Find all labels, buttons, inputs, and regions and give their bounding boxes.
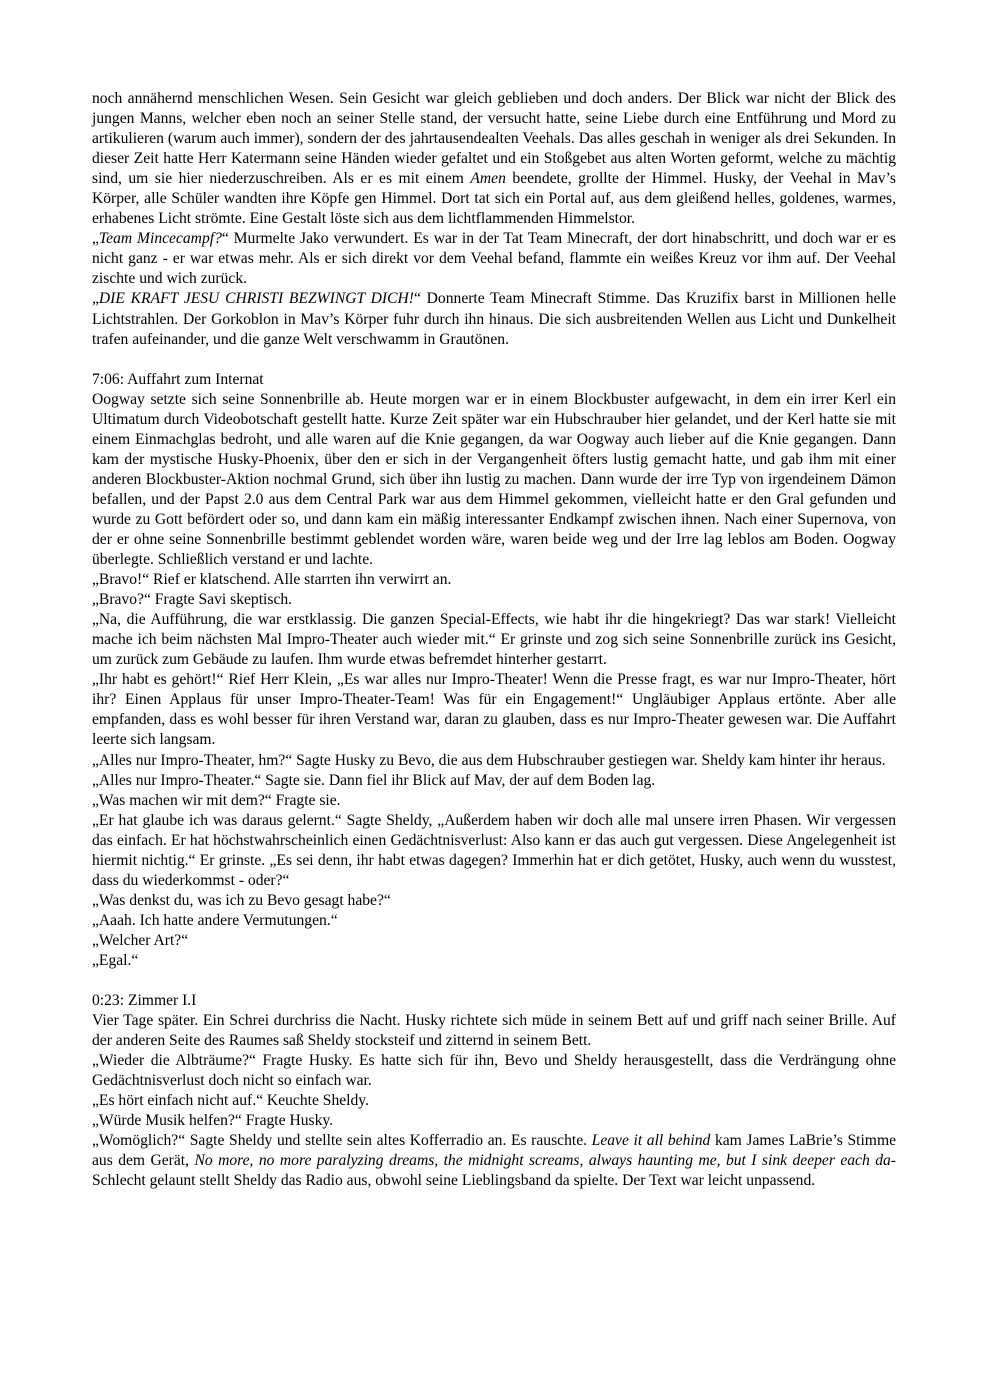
paragraph: Oogway setzte sich seine Sonnenbrille ab. Heute morgen war er in einem Blockbuster aufgewacht, in dem ein irrer Kerl ein Ultimatum durch Videobotschaft gestellt hatte. Kurze Zeit später war ein Hubschrauber hier gelandet, und der Kerl hatte sie mit einem Einmachglas bedroht, und alle waren auf die Knie gegangen, da war Oogway auch lieber auf die Knie gegangen. Dann kam der mystische Husky-Phoenix, über den er sich in der Vergangenheit öfters lustig gemacht hatte, und gab ihm mit einer anderen Blockbuster-Aktion nochmal Grund, sich über ihn lustig zu machen. Dann wurde der irre Typ von irgendeinem Dämon befallen, und der Papst 2.0 aus dem Central Park war aus dem Himmel gekommen, vielleicht hatte er den Gral gefunden und wurde zu Gott befördert oder so, und dann kam ein mäßig interessanter Endkampf zwischen ihnen. Nach einer Supernova, von der er ohne seine Sonnenbrille bestimmt geblendet worden wäre, waren beide weg und der Irre lag leblos am Boden. Oogway überlegte. Schließlich verstand er und lachte.	[92, 390, 896, 569]
paragraph: „Ihr habt es gehört!“ Rief Herr Klein, „Es war alles nur Impro-Theater! Wenn die Presse fragt, es war nur Impro-Theater, hört ihr? Einen Applaus für unser Impro-Theater-Team! Was für ein Engagement!“ Ungläubiger Applaus ertönte. Aber alle empfanden, dass es wohl besser für ihren Verstand war, daran zu glauben, dass es nur Impro-Theater gewesen war. Die Auffahrt leerte sich langsam.	[92, 671, 896, 749]
text-run: noch annähernd menschlichen Wesen. Sein Gesicht war gleich geblieben und doch anders. Der Blick war nicht der Blick des jungen Manns, welcher eben noch an seiner Stelle stand, der versucht hatte, seine Liebe durch eine Entführung und Mord zu artikulieren (warum auch immer), sondern der des jahrtausendealten Veehals. Das alles geschah in weniger als drei Sekunden. In dieser Zeit hatte Herr Katermann seine Händen wieder gefaltet und ein Stoßgebet aus alten Worten geformt, welche zu mächtig sind, um sie hier niederzuschreiben. Als er es mit einem	[92, 90, 896, 188]
paragraph	[92, 89, 896, 229]
italic-text: Team Mincecampf?	[98, 230, 222, 248]
text-run: Schlecht gelaunt stellt Sheldy das Radio aus, obwohl seine Lieblingsband da spielte. Der Text war leicht unpassend.	[92, 1172, 816, 1190]
document-page	[92, 89, 896, 1191]
text-run: kam James LaBrie’s Stimme aus dem Gerät,	[92, 1132, 896, 1170]
paragraph: „Na, die Aufführung, die war erstklassig. Die ganzen Special-Effects, wie habt ihr die hingekriegt? Das war stark! Vielleicht mache ich beim nächsten Mal Impro-Theater auch wieder mit.“ Er grinste und zog sich seine Sonnenbrille zurück ins Gesicht, um zurück zum Gebäude zu laufen. Ihm wurde etwas befremdet hinterher gestarrt.	[92, 611, 896, 669]
section-spacer	[92, 971, 896, 991]
paragraph: „Was denkst du, was ich zu Bevo gesagt habe?“	[92, 891, 391, 909]
paragraph	[92, 1131, 896, 1191]
text-run: “ Donnerte Team Minecraft Stimme. Das Kruzifix barst in Millionen helle Lichtstrahlen. Der Gorkoblon in Mav’s Körper fuhr durch ihn hinaus. Die sich ausbreitenden Wellen aus Licht und Dunkelheit trafen aufeinander, und die ganze Welt verschwamm in Grautönen.	[92, 290, 897, 348]
paragraph: „Wieder die Albträume?“ Fragte Husky. Es hatte sich für ihn, Bevo und Sheldy herausgestellt, dass die Verdrängung ohne Gedächtnisverlust doch nicht so einfach war.	[92, 1052, 896, 1090]
paragraph: „Bravo!“ Rief er klatschend. Alle starrten ihn verwirrt an.	[92, 571, 452, 589]
paragraph: „Würde Musik helfen?“ Fragte Husky.	[92, 1112, 334, 1130]
italic-text: Leave it all behind	[591, 1132, 711, 1150]
paragraph: Vier Tage später. Ein Schrei durchriss die Nacht. Husky richtete sich müde in seinem Bett auf und griff nach seiner Brille. Auf der anderen Seite des Raumes saß Sheldy stocksteif und zitternd in seinem Bett.	[92, 1012, 896, 1050]
paragraph: „Bravo?“ Fragte Savi skeptisch.	[92, 591, 293, 609]
paragraph: „Er hat glaube ich was daraus gelernt.“ Sagte Sheldy, „Außerdem haben wir doch alle mal unsere irren Phasen. Wir vergessen das einfach. Er hat höchstwahrscheinlich einen Gedächtnisverlust: Also kann er das auch gut vergessen. Diese Angelegenheit ist hiermit nichtig.“ Er grinste. „Es sei denn, ihr habt etwas dagegen? Immerhin hat er dich getötet, Husky, auch wenn du wusstest, dass du wiederkommst - oder?“	[92, 811, 896, 889]
text-run: “ Murmelte Jako verwundert. Es war in der Tat Team Minecraft, der dort hinabschritt, und doch war er es nicht ganz - er war etwas mehr. Als er sich direkt vor dem Veehal befand, flammte ein weißes Kreuz vor ihm auf. Der Veehal zischte und wich zurück.	[92, 230, 896, 288]
paragraph: „Welcher Art?“	[92, 931, 189, 949]
text-run: „Womöglich?“ Sagte Sheldy und stellte sein altes Kofferradio an. Es rauschte.	[92, 1132, 592, 1150]
text-run: beendete, grollte der Himmel. Husky, der Veehal in Mav’s Körper, alle Schüler wandten ihre Köpfe gen Himmel. Dort tat sich ein Portal auf, aus dem gleißend helles, goldenes, warmes, erhabenes Licht strömte. Eine Gestalt löste sich aus dem lichtflammenden Himmelstor.	[92, 170, 896, 228]
paragraph: „Alles nur Impro-Theater, hm?“ Sagte Husky zu Bevo, die aus dem Hubschrauber gestiegen war. Sheldy kam hinter ihr heraus.	[92, 751, 886, 769]
paragraph	[92, 229, 896, 289]
section-spacer	[92, 350, 896, 370]
text-run: „	[92, 290, 99, 308]
section-heading: 0:23: Zimmer I.I	[92, 992, 197, 1010]
paragraph: „Alles nur Impro-Theater.“ Sagte sie. Dann fiel ihr Blick auf Mav, der auf dem Boden lag.	[92, 771, 656, 789]
italic-text: No more, no more paralyzing dreams, the midnight screams, always haunting me, but I sink deeper each da-	[194, 1152, 896, 1170]
paragraph: „Egal.“	[92, 951, 139, 969]
paragraph: „Es hört einfach nicht auf.“ Keuchte Sheldy.	[92, 1092, 369, 1110]
paragraph	[92, 289, 896, 349]
paragraph: „Aaah. Ich hatte andere Vermutungen.“	[92, 911, 338, 929]
text-run: „	[92, 230, 99, 248]
paragraph: „Was machen wir mit dem?“ Fragte sie.	[92, 791, 341, 809]
italic-text: DIE KRAFT JESU CHRISTI BEZWINGT DICH!	[98, 290, 414, 308]
section-heading: 7:06: Auffahrt zum Internat	[92, 370, 264, 388]
italic-text: Amen	[470, 170, 506, 188]
